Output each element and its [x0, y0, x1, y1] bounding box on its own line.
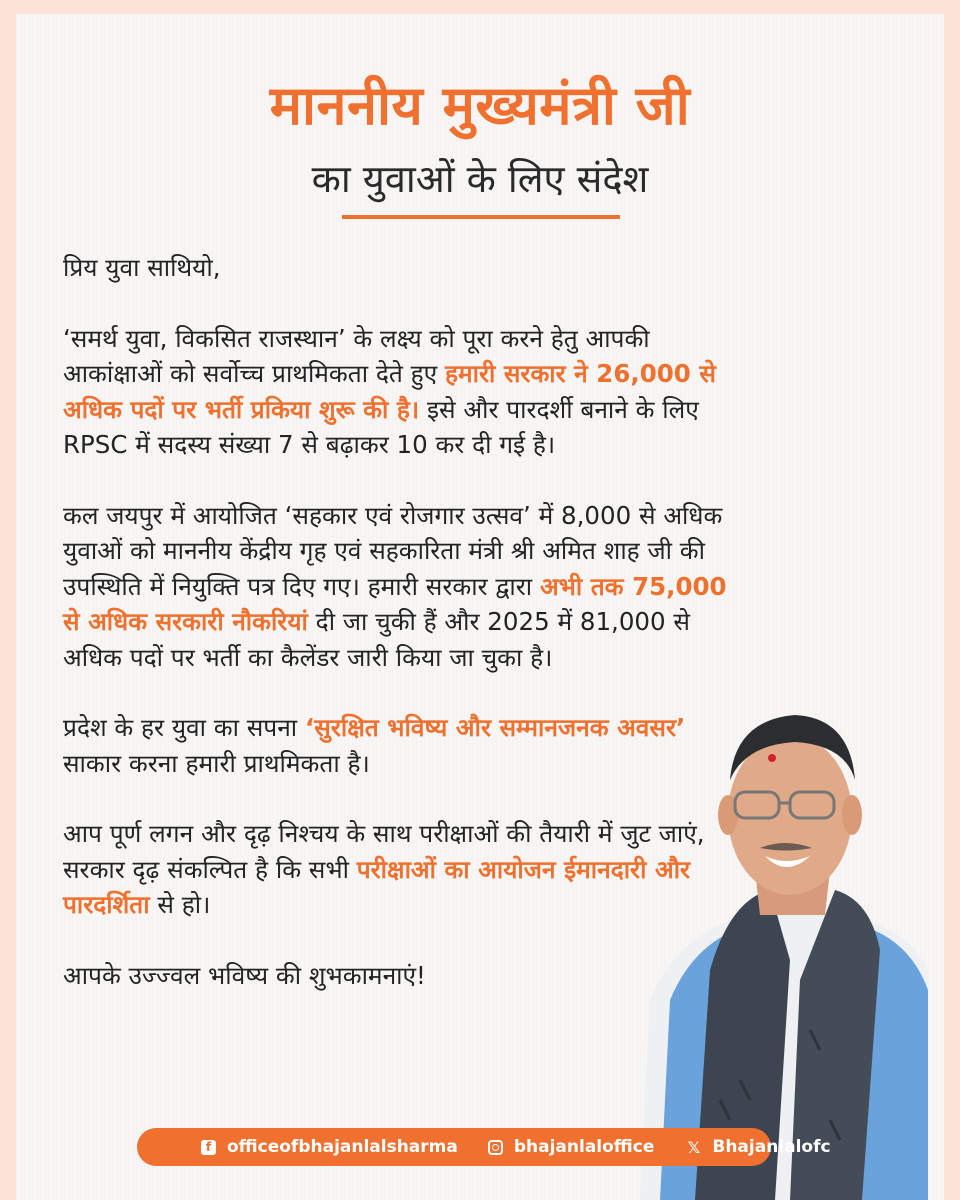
paragraph-1-highlight: हमारी सरकार ने 26,000 से अधिक पदों पर भर्ती प्रकिया शुरू की है। — [63, 359, 716, 424]
instagram-icon — [488, 1140, 503, 1155]
title-underline — [342, 215, 620, 219]
instagram-handle: bhajanlaloffice — [513, 1137, 655, 1157]
paragraph-4-text-a: आप पूर्ण लगन और दृढ़ निश्चय के साथ परीक्षाओं की तैयारी में जुट जाएं, सरकार दृढ़ संकल्पित है कि सभी — [63, 819, 705, 884]
social-links-bar — [137, 1128, 831, 1166]
paragraph-2 — [63, 498, 743, 676]
facebook-icon: f — [201, 1140, 216, 1155]
closing-line: आपके उज्ज्वल भविष्य की शुभकामनाएं! — [63, 960, 426, 990]
paragraph-2-text-a: कल जयपुर में आयोजित ‘सहकार एवं रोजगार उत्सव’ में 8,000 से अधिक युवाओं को माननीय केंद्रीय गृह एवं सहकारिता मंत्री श्री अमित शाह जी की उपस्थिति में नियुक्ति पत्र दिए गए। हमारी सरकार द्वारा — [63, 500, 723, 601]
paragraph-2-text-b: दी जा चुकी हैं और 2025 में 81,000 से अधिक पदों पर भर्ती का कैलेंडर जारी किया जा चुका है। — [63, 607, 690, 672]
paragraph-3-highlight: ‘सुरक्षित भविष्य और सम्मानजनक अवसर’ — [304, 713, 686, 742]
paragraph-4-text-b: से हो। — [149, 890, 211, 919]
chief-minister-portrait — [600, 700, 928, 1200]
paragraph-1-text-a: ‘समर्थ युवा, विकसित राजस्थान’ के लक्ष्य को पूरा करने हेतु आपकी आकांक्षाओं को सर्वोच्च प्राथमिकता देते हुए — [63, 323, 650, 388]
x-icon: 𝕏 — [687, 1137, 701, 1157]
x-link[interactable] — [686, 1137, 830, 1157]
facebook-link[interactable] — [201, 1137, 458, 1157]
page-subtitle: का युवाओं के लिए संदेश — [311, 157, 649, 201]
instagram-link[interactable] — [488, 1137, 655, 1157]
paragraph-4-highlight: परीक्षाओं का आयोजन ईमानदारी और पारदर्शिता — [63, 854, 691, 919]
salutation: प्रिय युवा साथियो, — [63, 253, 221, 282]
paragraph-2-highlight: अभी तक 75,000 से अधिक सरकारी नौकरियां — [63, 571, 727, 636]
x-handle: Bhajanlalofc — [712, 1137, 831, 1157]
paragraph-3-text-a: प्रदेश के हर युवा का सपना — [63, 713, 305, 742]
paragraph-1-text-b: इसे और पारदर्शी बनाने के लिए RPSC में सदस्य संख्या 7 से बढ़ाकर 10 कर दी गई है। — [63, 394, 699, 459]
paragraph-1 — [63, 321, 743, 463]
page-title: माननीय मुख्यमंत्री जी — [269, 74, 691, 137]
paragraph-3-text-b: साकार करना हमारी प्राथमिकता है। — [63, 748, 370, 778]
facebook-handle: officeofbhajanlalsharma — [227, 1137, 458, 1157]
